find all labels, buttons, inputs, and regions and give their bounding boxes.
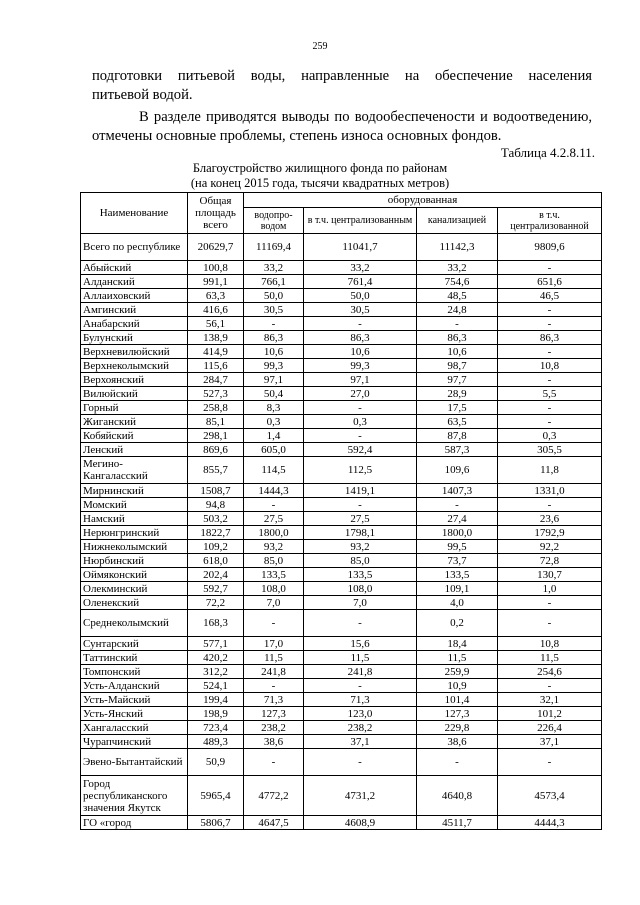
value-cell: 0,3 (244, 415, 304, 429)
table-row (81, 554, 602, 568)
value-cell: 72,8 (498, 554, 602, 568)
value-cell: 592,7 (188, 582, 244, 596)
district-name-cell: Алданский (81, 275, 188, 289)
value-cell: 63,3 (188, 289, 244, 303)
table-row (81, 387, 602, 401)
value-cell: 127,3 (417, 707, 498, 721)
table-row (81, 373, 602, 387)
value-cell: 1,0 (498, 582, 602, 596)
value-cell: - (498, 415, 602, 429)
value-cell: - (304, 429, 417, 443)
value-cell: 754,6 (417, 275, 498, 289)
value-cell: 11142,3 (417, 234, 498, 261)
value-cell: 33,2 (304, 261, 417, 275)
table-row (81, 498, 602, 512)
header-equipped: оборудованная (244, 193, 602, 208)
value-cell: 11,5 (304, 651, 417, 665)
value-cell: 199,4 (188, 693, 244, 707)
district-name-cell: Таттинский (81, 651, 188, 665)
value-cell: 11,5 (244, 651, 304, 665)
value-cell: - (304, 679, 417, 693)
value-cell: 0,3 (498, 429, 602, 443)
value-cell: 109,2 (188, 540, 244, 554)
housing-table (80, 192, 602, 830)
value-cell: 109,1 (417, 582, 498, 596)
value-cell: 503,2 (188, 512, 244, 526)
table-row (81, 261, 602, 275)
value-cell: 11169,4 (244, 234, 304, 261)
value-cell: 592,4 (304, 443, 417, 457)
table-row (81, 568, 602, 582)
value-cell: 17,5 (417, 401, 498, 415)
value-cell: - (244, 317, 304, 331)
value-cell: 4731,2 (304, 776, 417, 816)
district-name-cell: Всего по республике (81, 234, 188, 261)
table-row (81, 735, 602, 749)
value-cell: 30,5 (304, 303, 417, 317)
value-cell: 33,2 (244, 261, 304, 275)
value-cell: 86,3 (244, 331, 304, 345)
table-row (81, 526, 602, 540)
value-cell: 50,9 (188, 749, 244, 776)
value-cell: 284,7 (188, 373, 244, 387)
value-cell: - (304, 610, 417, 637)
value-cell: 10,8 (498, 359, 602, 373)
value-cell: 241,8 (244, 665, 304, 679)
value-cell: 5965,4 (188, 776, 244, 816)
table-row (81, 749, 602, 776)
value-cell: 93,2 (304, 540, 417, 554)
district-name-cell: Нюрбинский (81, 554, 188, 568)
value-cell: - (498, 303, 602, 317)
table-row (81, 540, 602, 554)
value-cell: 99,5 (417, 540, 498, 554)
value-cell: - (304, 317, 417, 331)
value-cell: 38,6 (417, 735, 498, 749)
district-name-cell: Усть-Майский (81, 693, 188, 707)
value-cell: 1419,1 (304, 484, 417, 498)
value-cell: 1407,3 (417, 484, 498, 498)
value-cell: 30,5 (244, 303, 304, 317)
value-cell: 298,1 (188, 429, 244, 443)
value-cell: 723,4 (188, 721, 244, 735)
table-row (81, 331, 602, 345)
header-total: Общая площадь всего (188, 193, 244, 234)
table-label: Таблица 4.2.8.11. (500, 145, 595, 160)
value-cell: 23,6 (498, 512, 602, 526)
district-name-cell: Нерюнгринский (81, 526, 188, 540)
table-row (81, 429, 602, 443)
table-row (81, 707, 602, 721)
value-cell: 32,1 (498, 693, 602, 707)
value-cell: 27,5 (304, 512, 417, 526)
table-row (81, 457, 602, 484)
value-cell: 27,5 (244, 512, 304, 526)
value-cell: 258,8 (188, 401, 244, 415)
paragraph-1-line-1: подготовки питьевой воды, направленные на обеспечение населения (92, 68, 592, 84)
value-cell: 56,1 (188, 317, 244, 331)
district-name-cell: Жиганский (81, 415, 188, 429)
value-cell: 85,1 (188, 415, 244, 429)
table-row (81, 665, 602, 679)
district-name-cell: Город республиканского значения Якутск (81, 776, 188, 816)
value-cell: 86,3 (417, 331, 498, 345)
value-cell: 1800,0 (244, 526, 304, 540)
value-cell: 127,3 (244, 707, 304, 721)
paragraph-2-line-2: отмечены основные проблемы, степень износа основных фондов. (92, 128, 502, 144)
value-cell: 254,6 (498, 665, 602, 679)
table-row (81, 443, 602, 457)
value-cell: 9809,6 (498, 234, 602, 261)
value-cell: 1798,1 (304, 526, 417, 540)
district-name-cell: Усть-Алданский (81, 679, 188, 693)
value-cell: 587,3 (417, 443, 498, 457)
header-sewer: канализацией (417, 208, 498, 234)
value-cell: 85,0 (304, 554, 417, 568)
table-row (81, 275, 602, 289)
value-cell: - (304, 749, 417, 776)
page-number: 259 (312, 41, 328, 52)
value-cell: 10,6 (244, 345, 304, 359)
value-cell: 97,1 (244, 373, 304, 387)
district-name-cell: Мегино-Кангаласский (81, 457, 188, 484)
value-cell: 99,3 (304, 359, 417, 373)
value-cell: 241,8 (304, 665, 417, 679)
value-cell: 99,3 (244, 359, 304, 373)
district-name-cell: Анабарский (81, 317, 188, 331)
value-cell: 37,1 (304, 735, 417, 749)
value-cell: 11,8 (498, 457, 602, 484)
table-row (81, 610, 602, 637)
value-cell: 489,3 (188, 735, 244, 749)
value-cell: 4573,4 (498, 776, 602, 816)
value-cell: 226,4 (498, 721, 602, 735)
value-cell: 108,0 (304, 582, 417, 596)
table-row (81, 679, 602, 693)
district-name-cell: Ленский (81, 443, 188, 457)
value-cell: 238,2 (304, 721, 417, 735)
value-cell: 133,5 (244, 568, 304, 582)
value-cell: 100,8 (188, 261, 244, 275)
district-name-cell: Мирнинский (81, 484, 188, 498)
district-name-cell: Момский (81, 498, 188, 512)
value-cell: 85,0 (244, 554, 304, 568)
value-cell: 15,6 (304, 637, 417, 651)
value-cell: 869,6 (188, 443, 244, 457)
table-row (81, 345, 602, 359)
value-cell: 130,7 (498, 568, 602, 582)
value-cell: 7,0 (304, 596, 417, 610)
value-cell: 524,1 (188, 679, 244, 693)
value-cell: 4647,5 (244, 816, 304, 830)
value-cell: 73,7 (417, 554, 498, 568)
value-cell: 37,1 (498, 735, 602, 749)
value-cell: 420,2 (188, 651, 244, 665)
table-body (81, 234, 602, 830)
district-name-cell: Сунтарский (81, 637, 188, 651)
value-cell: 86,3 (304, 331, 417, 345)
value-cell: 605,0 (244, 443, 304, 457)
value-cell: 109,6 (417, 457, 498, 484)
value-cell: 312,2 (188, 665, 244, 679)
value-cell: 1508,7 (188, 484, 244, 498)
table-row (81, 582, 602, 596)
district-name-cell: Оленекский (81, 596, 188, 610)
table-row (81, 721, 602, 735)
value-cell: 5,5 (498, 387, 602, 401)
value-cell: 168,3 (188, 610, 244, 637)
value-cell: 11,5 (498, 651, 602, 665)
value-cell: 101,2 (498, 707, 602, 721)
value-cell: 46,5 (498, 289, 602, 303)
table-row (81, 289, 602, 303)
value-cell: 112,5 (304, 457, 417, 484)
value-cell: 577,1 (188, 637, 244, 651)
value-cell: 27,0 (304, 387, 417, 401)
value-cell: 114,5 (244, 457, 304, 484)
value-cell: - (304, 498, 417, 512)
table-row (81, 317, 602, 331)
value-cell: 48,5 (417, 289, 498, 303)
value-cell: 101,4 (417, 693, 498, 707)
value-cell: 10,6 (304, 345, 417, 359)
value-cell: 63,5 (417, 415, 498, 429)
district-name-cell: Эвено-Бытантайский (81, 749, 188, 776)
district-name-cell: Вилюйский (81, 387, 188, 401)
value-cell: 115,6 (188, 359, 244, 373)
table-row (81, 359, 602, 373)
paragraph-1-line-2: питьевой водой. (92, 87, 193, 103)
value-cell: 10,6 (417, 345, 498, 359)
value-cell: 259,9 (417, 665, 498, 679)
value-cell: 108,0 (244, 582, 304, 596)
value-cell: - (498, 596, 602, 610)
value-cell: 138,9 (188, 331, 244, 345)
value-cell: - (498, 317, 602, 331)
value-cell: 4772,2 (244, 776, 304, 816)
value-cell: - (244, 749, 304, 776)
table-row (81, 776, 602, 816)
value-cell: 87,8 (417, 429, 498, 443)
value-cell: 855,7 (188, 457, 244, 484)
value-cell: 28,9 (417, 387, 498, 401)
table-caption-line-2: (на конец 2015 года, тысячи квадратных метров) (190, 176, 450, 190)
district-name-cell: Верхнеколымский (81, 359, 188, 373)
table-row (81, 401, 602, 415)
value-cell: 4511,7 (417, 816, 498, 830)
value-cell: 761,4 (304, 275, 417, 289)
value-cell: 123,0 (304, 707, 417, 721)
value-cell: 92,2 (498, 540, 602, 554)
table-row (81, 512, 602, 526)
value-cell: 11,5 (417, 651, 498, 665)
table-row (81, 484, 602, 498)
table-row (81, 651, 602, 665)
value-cell: 238,2 (244, 721, 304, 735)
value-cell: 198,9 (188, 707, 244, 721)
value-cell: - (498, 261, 602, 275)
value-cell: 4608,9 (304, 816, 417, 830)
value-cell: 8,3 (244, 401, 304, 415)
value-cell: 71,3 (304, 693, 417, 707)
value-cell: 50,0 (244, 289, 304, 303)
value-cell: 20629,7 (188, 234, 244, 261)
value-cell: 50,0 (304, 289, 417, 303)
value-cell: 4640,8 (417, 776, 498, 816)
value-cell: 98,7 (417, 359, 498, 373)
value-cell: 651,6 (498, 275, 602, 289)
value-cell: 5806,7 (188, 816, 244, 830)
table-row (81, 234, 602, 261)
value-cell: 10,9 (417, 679, 498, 693)
district-name-cell: Томпонский (81, 665, 188, 679)
value-cell: 71,3 (244, 693, 304, 707)
value-cell: 18,4 (417, 637, 498, 651)
district-name-cell: Хангаласский (81, 721, 188, 735)
value-cell: - (498, 749, 602, 776)
value-cell: 414,9 (188, 345, 244, 359)
district-name-cell: Верхоянский (81, 373, 188, 387)
value-cell: 133,5 (417, 568, 498, 582)
value-cell: 7,0 (244, 596, 304, 610)
value-cell: 1,4 (244, 429, 304, 443)
value-cell: 97,7 (417, 373, 498, 387)
value-cell: 94,8 (188, 498, 244, 512)
value-cell: 229,8 (417, 721, 498, 735)
district-name-cell: Среднеколымский (81, 610, 188, 637)
value-cell: 202,4 (188, 568, 244, 582)
header-water: водопро-водом (244, 208, 304, 234)
district-name-cell: Верхневилюйский (81, 345, 188, 359)
value-cell: 766,1 (244, 275, 304, 289)
value-cell: 27,4 (417, 512, 498, 526)
table-row (81, 693, 602, 707)
value-cell: - (417, 317, 498, 331)
value-cell: 86,3 (498, 331, 602, 345)
value-cell: 527,3 (188, 387, 244, 401)
value-cell: - (498, 610, 602, 637)
value-cell: 416,6 (188, 303, 244, 317)
value-cell: 4444,3 (498, 816, 602, 830)
district-name-cell: Чурапчинский (81, 735, 188, 749)
district-name-cell: Амгинский (81, 303, 188, 317)
value-cell: 72,2 (188, 596, 244, 610)
table-row (81, 415, 602, 429)
value-cell: 305,5 (498, 443, 602, 457)
value-cell: 93,2 (244, 540, 304, 554)
value-cell: 11041,7 (304, 234, 417, 261)
value-cell: 17,0 (244, 637, 304, 651)
district-name-cell: Олекминский (81, 582, 188, 596)
district-name-cell: Кобяйский (81, 429, 188, 443)
value-cell: 0,3 (304, 415, 417, 429)
district-name-cell: Булунский (81, 331, 188, 345)
value-cell: - (498, 498, 602, 512)
value-cell: 50,4 (244, 387, 304, 401)
district-name-cell: ГО «город (81, 816, 188, 830)
value-cell: 1792,9 (498, 526, 602, 540)
value-cell: 38,6 (244, 735, 304, 749)
paragraph-2-line-1: В разделе приводятся выводы по водообеспечености и водоотведению, (139, 109, 592, 125)
value-cell: - (244, 498, 304, 512)
value-cell: - (417, 498, 498, 512)
value-cell: 33,2 (417, 261, 498, 275)
value-cell: 618,0 (188, 554, 244, 568)
value-cell: 1444,3 (244, 484, 304, 498)
district-name-cell: Намский (81, 512, 188, 526)
district-name-cell: Оймяконский (81, 568, 188, 582)
district-name-cell: Горный (81, 401, 188, 415)
value-cell: - (417, 749, 498, 776)
district-name-cell: Усть-Янский (81, 707, 188, 721)
value-cell: 0,2 (417, 610, 498, 637)
value-cell: 1331,0 (498, 484, 602, 498)
value-cell: 97,1 (304, 373, 417, 387)
table-row (81, 596, 602, 610)
district-name-cell: Нижнеколымский (81, 540, 188, 554)
value-cell: 10,8 (498, 637, 602, 651)
value-cell: - (304, 401, 417, 415)
value-cell: - (244, 679, 304, 693)
district-name-cell: Аллаиховский (81, 289, 188, 303)
table-row (81, 816, 602, 830)
value-cell: - (498, 679, 602, 693)
table-row (81, 303, 602, 317)
value-cell: 1800,0 (417, 526, 498, 540)
value-cell: - (244, 610, 304, 637)
value-cell: 4,0 (417, 596, 498, 610)
district-name-cell: Абыйский (81, 261, 188, 275)
value-cell: 133,5 (304, 568, 417, 582)
header-water-central: в т.ч. централизованным (304, 208, 417, 234)
table-caption-line-1: Благоустройство жилищного фонда по районам (192, 161, 448, 175)
value-cell: 24,8 (417, 303, 498, 317)
header-sewer-central: в т.ч. централизованной (498, 208, 602, 234)
value-cell: 991,1 (188, 275, 244, 289)
value-cell: 1822,7 (188, 526, 244, 540)
value-cell: - (498, 373, 602, 387)
header-name: Наименование (81, 193, 188, 234)
value-cell: - (498, 345, 602, 359)
table-row (81, 637, 602, 651)
value-cell: - (498, 401, 602, 415)
